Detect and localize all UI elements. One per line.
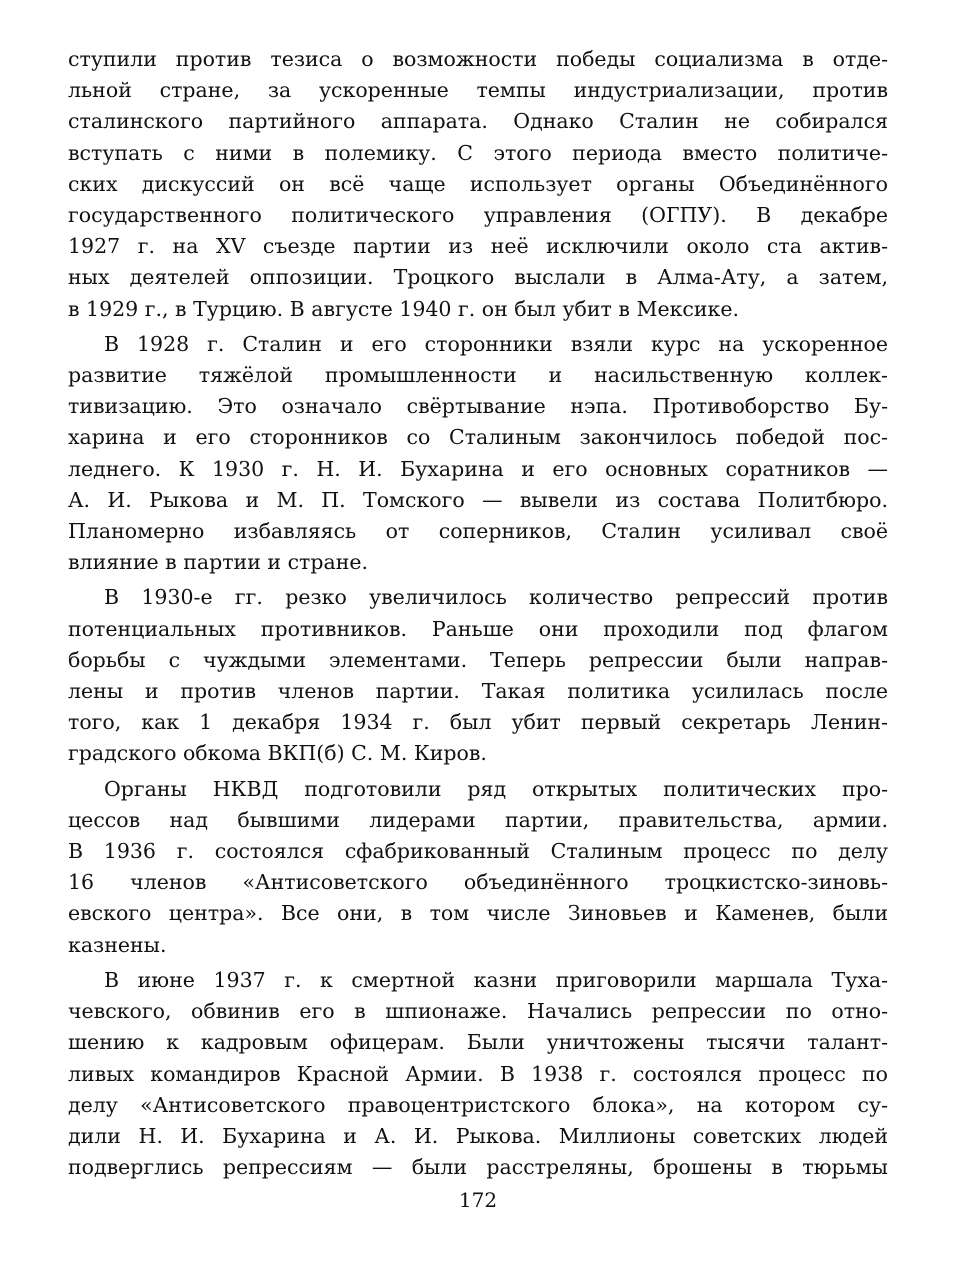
text-line: ных деятелей оппозиции. Троцкого выслали в Алма-Ату, а затем, bbox=[68, 265, 888, 290]
text-line: градского обкома ВКП(б) С. М. Киров. bbox=[68, 741, 487, 766]
text-line: харина и его сторонников со Сталиным закончилось победой пос- bbox=[68, 425, 888, 450]
text-line: Планомерно избавляясь от соперников, Сталин усиливал своё bbox=[68, 519, 888, 544]
text-line: лены и против членов партии. Такая политика усилилась после bbox=[68, 679, 888, 704]
text-line: борьбы с чуждыми элементами. Теперь репрессии были направ- bbox=[68, 647, 888, 672]
text-line: шению к кадровым офицерам. Были уничтожены тысячи талант- bbox=[68, 1030, 888, 1055]
paragraph-5 bbox=[68, 965, 888, 1183]
text-line: сталинского партийного аппарата. Однако Сталин не собирался bbox=[68, 109, 888, 134]
text-line: 1927 г. на XV съезде партии из неё исключили около ста актив- bbox=[68, 234, 888, 259]
text-line: евского центра». Все они, в том числе Зиновьев и Каменев, были bbox=[68, 901, 888, 926]
text-line: делу «Антисоветского правоцентристского блока», на котором су- bbox=[68, 1092, 888, 1117]
text-line: подверглись репрессиям — были расстреляны, брошены в тюрьмы bbox=[68, 1155, 888, 1180]
text-line: В 1936 г. состоялся сфабрикованный Сталиным процесс по делу bbox=[68, 839, 888, 864]
text-line: влияние в партии и стране. bbox=[68, 550, 369, 575]
text-line: ступили против тезиса о возможности победы социализма в отде- bbox=[68, 47, 888, 71]
text-line: потенциальных противников. Раньше они проходили под флагом bbox=[68, 616, 888, 641]
text-line: дили Н. И. Бухарина и А. И. Рыкова. Миллионы советских людей bbox=[68, 1123, 888, 1148]
paragraph-4 bbox=[68, 774, 888, 961]
page-number: 172 bbox=[458, 1188, 498, 1212]
text-line: тивизацию. Это означало свёртывание нэпа. Противоборство Бу- bbox=[68, 394, 888, 419]
text-line: А. И. Рыкова и М. П. Томского — вывели из состава Политбюро. bbox=[68, 487, 888, 512]
paragraph-2 bbox=[68, 329, 888, 579]
text-line: В 1928 г. Сталин и его сторонники взяли курс на ускоренное bbox=[104, 331, 888, 356]
text-line: В 1930-е гг. резко увеличилось количество репрессий против bbox=[104, 585, 888, 610]
text-line: леднего. К 1930 г. Н. И. Бухарина и его основных соратников — bbox=[68, 456, 888, 481]
text-line: 16 членов «Антисоветского объединённого троцкистско-зиновь- bbox=[68, 870, 888, 895]
text-line: цессов над бывшими лидерами партии, правительства, армии. bbox=[68, 807, 888, 832]
text-line: того, как 1 декабря 1934 г. был убит первый секретарь Ленин- bbox=[68, 710, 888, 735]
text-line: В июне 1937 г. к смертной казни приговорили маршала Туха- bbox=[104, 967, 888, 992]
text-line: развитие тяжёлой промышленности и насильственную коллек- bbox=[68, 363, 888, 388]
text-line: в 1929 г., в Турцию. В августе 1940 г. он был убит в Мексике. bbox=[68, 296, 739, 321]
paragraph-3 bbox=[68, 582, 888, 769]
text-line: ских дискуссий он всё чаще использует органы Объединённого bbox=[68, 171, 888, 196]
text-line: льной стране, за ускоренные темпы индустриализации, против bbox=[68, 78, 888, 103]
text-line: казнены. bbox=[68, 932, 167, 957]
page-body-text bbox=[68, 44, 888, 1183]
text-line: вступать с ними в полемику. С этого периода вместо политиче- bbox=[68, 140, 888, 165]
text-line: Органы НКВД подготовили ряд открытых политических про- bbox=[104, 776, 888, 801]
text-line: государственного политического управления (ОГПУ). В декабре bbox=[68, 203, 888, 228]
text-line: ливых командиров Красной Армии. В 1938 г. состоялся процесс по bbox=[68, 1061, 888, 1086]
text-line: чевского, обвинив его в шпионаже. Начались репрессии по отно- bbox=[68, 999, 888, 1024]
paragraph-1 bbox=[68, 44, 888, 325]
